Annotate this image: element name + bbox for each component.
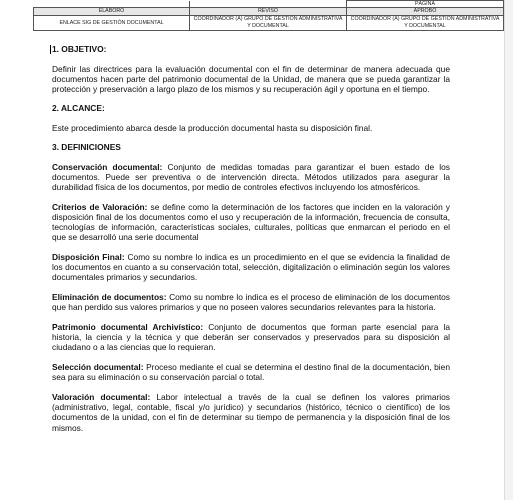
section-text-objetivo: Definir las directrices para la evaluación documental con el fin de determinar de manera adecuada que documentos hacen parte del patrimonio documental de la Unidad, de manera que se pueda garantizar la protección y preservación a largo plazo de los mismos y su recuperación ágil y oportuna en el tiempo. (52, 63, 450, 95)
section-text-alcance: Este procedimiento abarca desde la producción documental hasta su disposición final. (52, 122, 373, 133)
definition-text: Como su nombre lo indica es el proceso de eliminación de los documentos que han perdido sus valores primarios y que no poseen valores secundarios relevantes para la historia. (52, 292, 450, 313)
definition-term: Eliminación de documentos: (52, 292, 167, 303)
definition-term: Valoración documental: (52, 391, 151, 402)
definition-term: Patrimonio documental Archivístico: (52, 321, 204, 332)
section-title-definiciones: 3. DEFINICIONES (52, 141, 121, 152)
header-blank-cell (34, 1, 190, 8)
section-title-alcance: 2. ALCANCE: (52, 103, 105, 114)
label-reviso: REVISÓ (190, 8, 347, 15)
document-header-table (33, 0, 503, 31)
window-edge (504, 0, 513, 500)
label-aprobo: APROBÓ (347, 8, 504, 15)
definition-text: Conjunto de documentos que forman parte esencial para la historia, la ciencia y la técnica y que deberán ser conservados y preservados para su disposición al ciudadano o a las ciencias que lo requieran. (52, 321, 450, 353)
definition-paragraph (52, 292, 450, 312)
value-reviso: COORDINADOR (A) GRUPO DE GESTIÓN ADMINISTRATIVA Y DOCUMENTAL (190, 15, 347, 30)
header-blank-cell (190, 1, 347, 8)
document-body[interactable] (52, 44, 450, 442)
definition-term: Selección documental: (52, 362, 144, 373)
page-label-cell: PÁGINA (347, 1, 504, 8)
label-elaboro: ELABORÓ (34, 8, 190, 15)
value-aprobo: COORDINADOR (A) GRUPO DE GESTIÓN ADMINISTRATIVA Y DOCUMENTAL (347, 15, 504, 30)
definition-paragraph (52, 252, 450, 283)
definition-paragraph (52, 322, 450, 353)
definition-text: se define como la determinación de los factores que inciden en la valoración y disposición final de los documentos como el uso y recuperación de la información, frecuencia de consulta, tecnologías de información, características sociales, culturales, políticas que enmarcan el periodo en el que se desarrolló una serie documental (52, 201, 450, 243)
definition-text: Proceso mediante el cual se determina el destino final de la documentación, bien sea para su eliminación o su conservación parcial o total. (52, 362, 450, 383)
definition-text: Como su nombre lo indica es un procedimiento en el que se evidencia la finalidad de los documentos en cuanto a su conservación total, selección, digitalización o eliminación según los valores documentales primarios y secundarios. (52, 251, 450, 283)
definition-paragraph (52, 362, 450, 382)
definition-text: Conjunto de medidas tomadas para garantizar el buen estado de los documentos. Puede ser preventiva o de intervención directa. Métodos utilizados para asegurar la durabilidad física de los documentos, por medio de controles efectivos incluyendo los atmosféricos. (52, 161, 450, 192)
definition-paragraph (52, 162, 450, 193)
definition-term: Conservación documental: (52, 161, 163, 172)
text-cursor (50, 45, 51, 54)
section-title-objetivo: 1. OBJETIVO: (52, 44, 107, 54)
definition-text: Labor intelectual a través de la cual se definen los valores primarios (administrativo, legal, contable, fiscal y/o jurídico) y secundarios (histórico, técnico o científico) de los documentos de la unidad, con el fin de determinar su tiempo de permanencia y la disposición final de los mismos. (52, 391, 450, 433)
value-elaboro: ENLACE SIG DE GESTIÓN DOCUMENTAL (34, 15, 190, 30)
definition-term: Criterios de Valoración: (52, 201, 148, 212)
definition-paragraph (52, 202, 450, 243)
definition-paragraph (52, 392, 450, 433)
definition-term: Disposición Final: (52, 251, 125, 262)
